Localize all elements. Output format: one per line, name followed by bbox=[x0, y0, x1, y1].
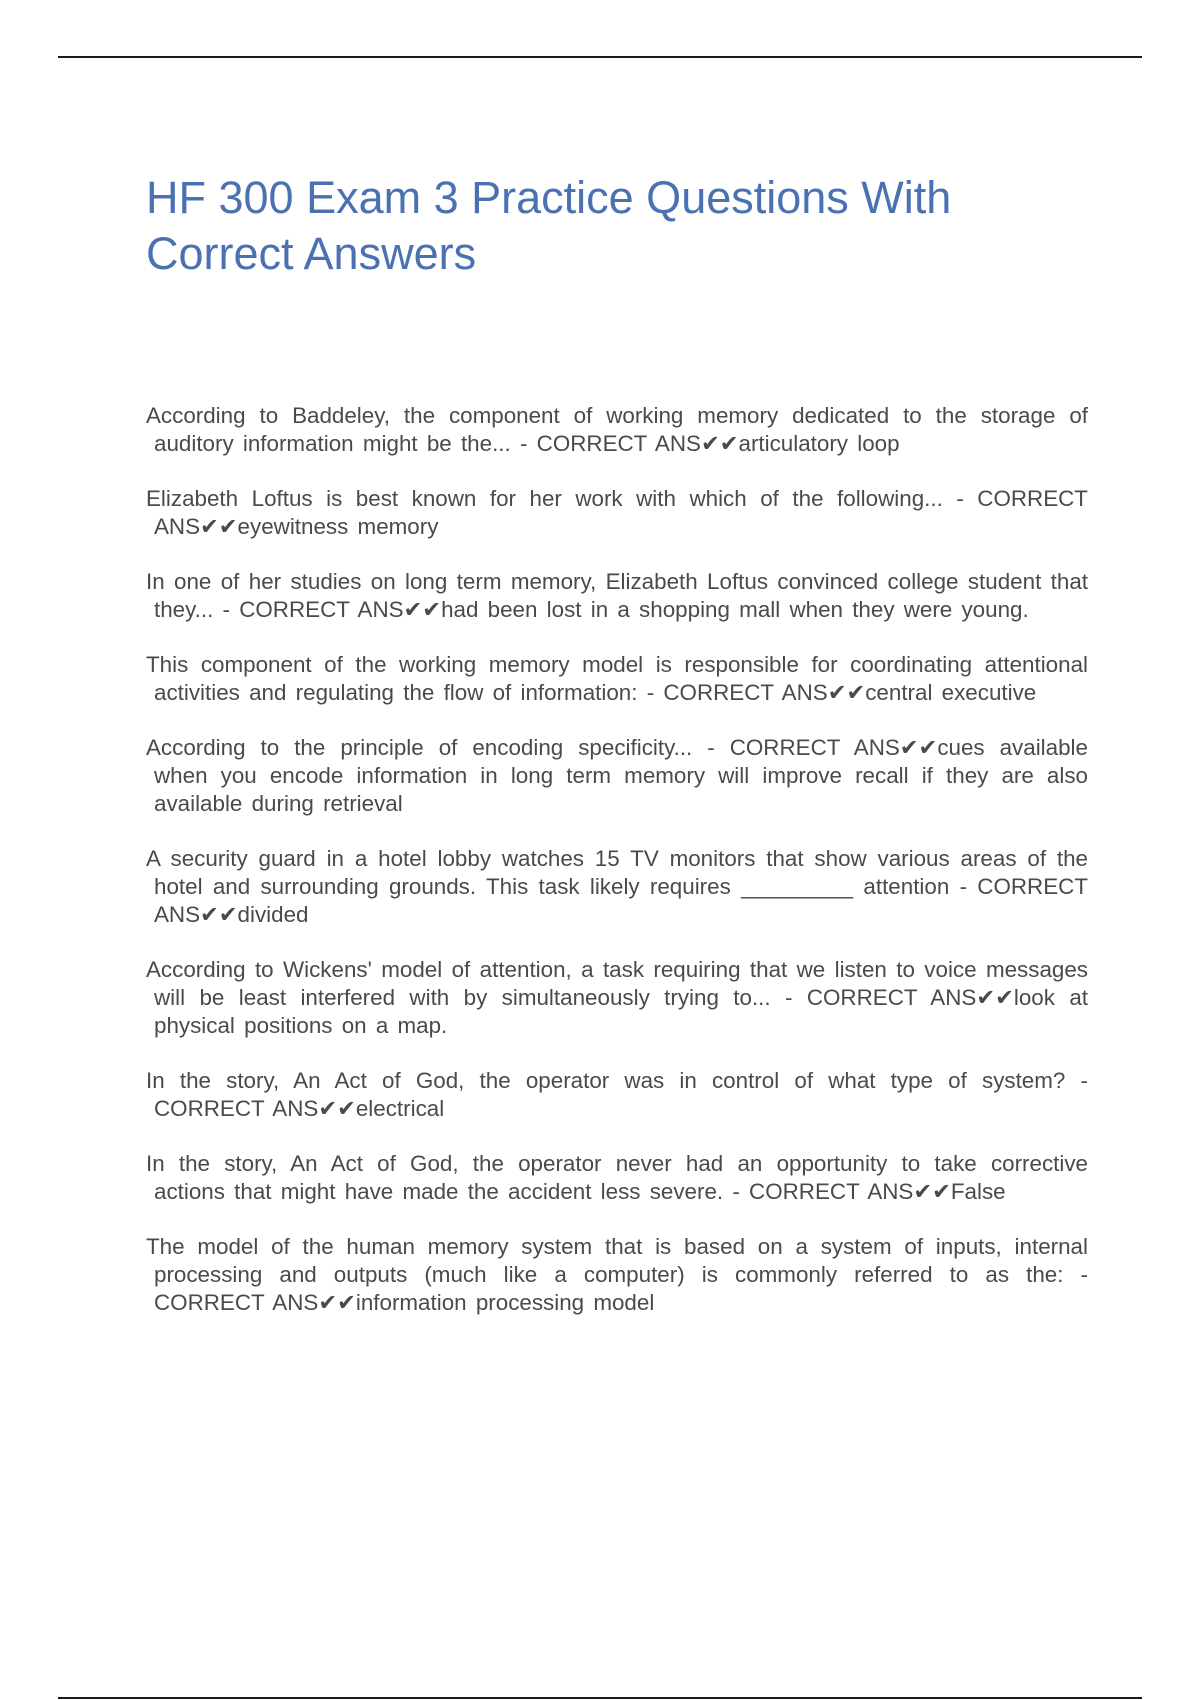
qa-item: According to the principle of encoding specificity... - CORRECT ANS✔✔cues available when you encode information in long term memory will improve recall if they are also available during retrieval bbox=[146, 735, 1088, 816]
qa-item: Elizabeth Loftus is best known for her work with which of the following... - CORRECT ANS✔✔eyewitness memory bbox=[146, 486, 1088, 539]
qa-item: According to Wickens' model of attention, a task requiring that we listen to voice messages will be least interfered with by simultaneously trying to... - CORRECT ANS✔✔look at physical positions on a map. bbox=[146, 957, 1088, 1038]
qa-item: This component of the working memory model is responsible for coordinating attentional activities and regulating the flow of information: - CORRECT ANS✔✔central executive bbox=[146, 652, 1088, 705]
qa-item: According to Baddeley, the component of working memory dedicated to the storage of auditory information might be the... - CORRECT ANS✔✔articulatory loop bbox=[146, 403, 1088, 456]
top-rule bbox=[58, 56, 1142, 58]
qa-item: A security guard in a hotel lobby watches 15 TV monitors that show various areas of the hotel and surrounding grounds. This task likely requires _________ attention - CORRECT ANS✔✔divided bbox=[146, 846, 1088, 927]
qa-list bbox=[146, 402, 1088, 1317]
bottom-rule bbox=[58, 1697, 1142, 1699]
document-title: HF 300 Exam 3 Practice Questions With Correct Answers bbox=[146, 172, 952, 279]
qa-item: In the story, An Act of God, the operator never had an opportunity to take corrective actions that might have made the accident less severe. - CORRECT ANS✔✔False bbox=[146, 1151, 1088, 1204]
qa-item: In one of her studies on long term memory, Elizabeth Loftus convinced college student that they... - CORRECT ANS✔✔had been lost in a shopping mall when they were young. bbox=[146, 569, 1088, 622]
document-page bbox=[146, 170, 1088, 1344]
qa-item: In the story, An Act of God, the operator was in control of what type of system? - CORRECT ANS✔✔electrical bbox=[146, 1068, 1088, 1121]
qa-item: The model of the human memory system that is based on a system of inputs, internal processing and outputs (much like a computer) is commonly referred to as the: - CORRECT ANS✔✔information processing model bbox=[146, 1234, 1088, 1315]
